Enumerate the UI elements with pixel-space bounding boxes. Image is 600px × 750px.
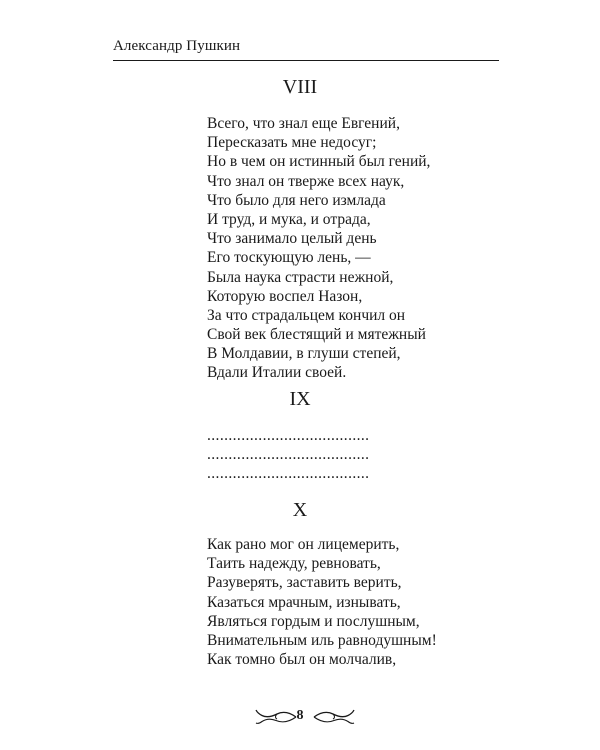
page-number: 8 [296,708,304,723]
stanza-viii-lines [207,114,430,383]
verse-line: За что страдальцем кончил он [207,306,406,324]
verse-line: Вдали Италии своей. [207,364,347,382]
verse-line: Свой век блестящий и мятежный [207,326,426,344]
omission-dots: ...................................... [207,446,370,464]
verse-line: Всего, что знал еще Евгений, [207,115,400,132]
verse-line: Разуверять, заставить верить, [207,574,402,592]
verse-line: Но в чем он истинный был гений, [207,153,431,171]
verse-line: Была наука страсти нежной, [207,268,394,286]
verse-line: Что было для него измлада [207,191,386,209]
verse-line: Являться гордым и послушным, [207,612,420,630]
verse-line: Его тоскующую лень, — [207,249,371,267]
verse-line: И труд, и мука, и отрада, [207,210,371,228]
stanza-x-lines [207,535,437,669]
stanza-ix-omitted-lines [207,426,369,484]
verse-line: Казаться мрачным, изнывать, [207,593,401,611]
verse-line: Внимательным иль равнодушным! [207,631,437,649]
header-rule [113,60,499,61]
omission-dots: ...................................... [207,427,370,444]
verse-line: Таить надежду, ревновать, [207,555,381,573]
verse-line: Как рано мог он лицемерить, [207,536,400,553]
omission-dots: ...................................... [207,465,370,483]
stanza-number-ix: IX [289,388,311,410]
running-head-author: Александр Пушкин [113,38,241,54]
verse-line: Что знал он тверже всех наук, [207,172,405,190]
verse-line: Пересказать мне недосуг; [207,134,377,152]
stanza-number-x: X [292,499,308,521]
page-footer [0,705,600,729]
verse-line: Которую воспел Назон, [207,287,363,305]
verse-line: В Молдавии, в глуши степей, [207,345,401,363]
stanza-number-viii: VIII [282,76,318,98]
verse-line: Как томно был он молчалив, [207,651,397,669]
flourish-right-icon [313,707,355,727]
verse-line: Что занимало целый день [207,230,377,248]
